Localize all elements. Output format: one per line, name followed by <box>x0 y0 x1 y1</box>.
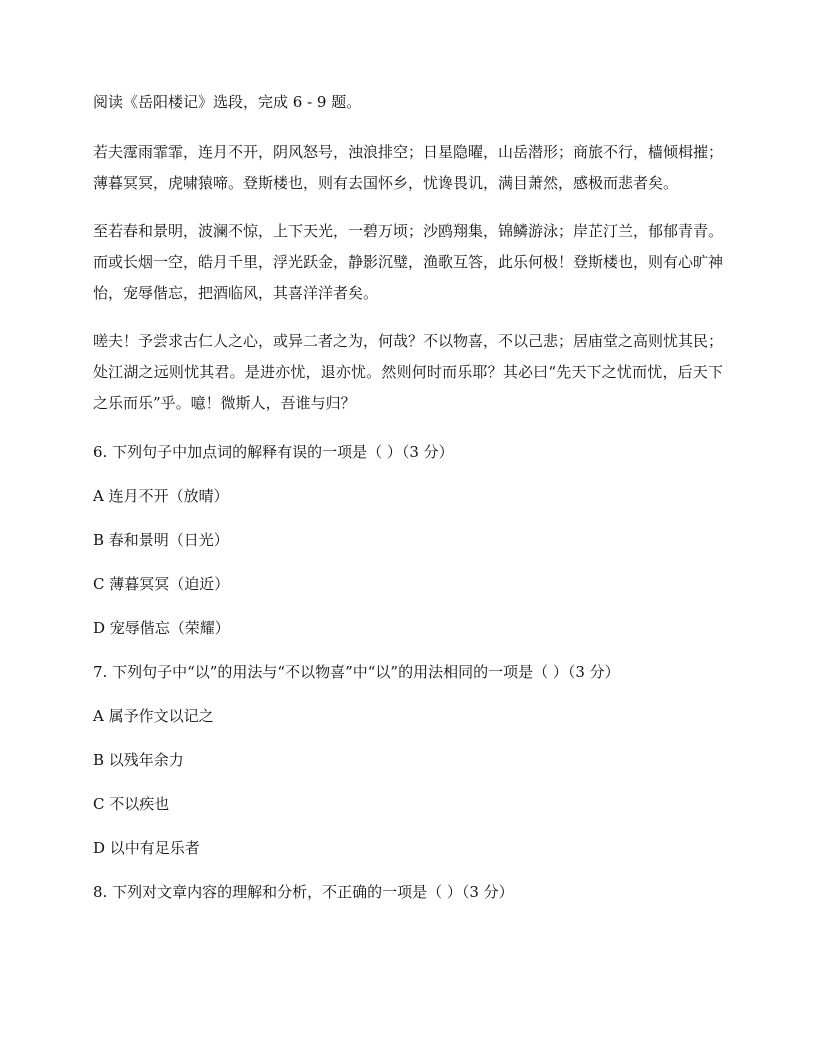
question-6-option-b: B 春和景明（日光） <box>93 531 229 549</box>
passage-paragraph-2: 至若春和景明，波澜不惊，上下天光，一碧万顷；沙鸥翔集，锦鳞游泳；岸芷汀兰，郁郁青青。而或长烟一空，皓月千里，浮光跃金，静影沉璧，渔歌互答，此乐何极！登斯楼也，则有心旷神怡，宠辱偕忘，把酒临风，其喜洋洋者矣。 <box>93 222 724 302</box>
passage-paragraph-3: 嗟夫！予尝求古仁人之心，或异二者之为，何哉？不以物喜，不以己悲；居庙堂之高则忧其民；处江湖之远则忧其君。是进亦忧，退亦忧。然则何时而乐耶？其必曰“先天下之忧而忧，后天下之乐而乐”乎。噫！微斯人，吾谁与归？ <box>93 332 724 412</box>
document-body <box>93 91 723 903</box>
question-8-stem: 8. 下列对文章内容的理解和分析，不正确的一项是（ ）（3 分） <box>93 883 514 901</box>
question-6-stem: 6. 下列句子中加点词的解释有误的一项是（ ）（3 分） <box>93 443 454 461</box>
question-7-option-c: C 不以疾也 <box>93 795 170 813</box>
passage-paragraph-1: 若夫霪雨霏霏，连月不开，阴风怒号，浊浪排空；日星隐曜，山岳潜形；商旅不行，樯倾楫摧；薄暮冥冥，虎啸猿啼。登斯楼也，则有去国怀乡，忧谗畏讥，满目萧然，感极而悲者矣。 <box>93 143 724 192</box>
question-6-option-c: C 薄暮冥冥（迫近） <box>93 575 230 593</box>
question-6-option-a: A 连月不开（放晴） <box>93 487 229 505</box>
question-7-stem: 7. 下列句子中“以”的用法与“不以物喜”中“以”的用法相同的一项是（ ）（3 分） <box>93 663 620 681</box>
reading-instruction: 阅读《岳阳楼记》选段，完成 6 - 9 题。 <box>93 93 362 111</box>
question-6-option-d: D 宠辱偕忘（荣耀） <box>93 619 230 637</box>
question-7-option-a: A 属予作文以记之 <box>93 707 214 725</box>
question-7-option-d: D 以中有足乐者 <box>93 839 200 857</box>
question-7-option-b: B 以残年余力 <box>93 751 184 769</box>
